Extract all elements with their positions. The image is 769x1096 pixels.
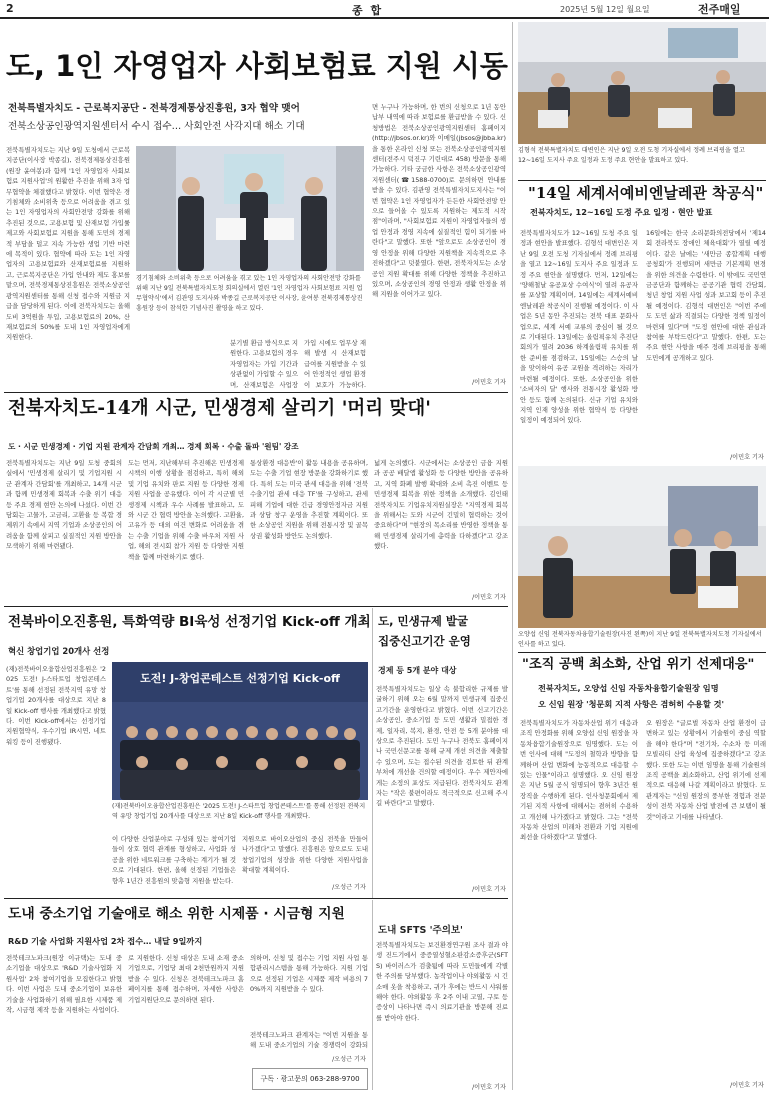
a4-byline: /오성근 기자	[332, 884, 366, 891]
a3-body-col2: 도는 먼저, 지난해부터 추진해온 민생경제 시책의 이행 상황을 점검하고, 특히 해외 및 기업 유치와 판로 지원 등 다양한 경제 지원 사업을 공유했다. 이어 각 시군별 민생경제 시책과 우수 사례를 발표하고, 도와 시군 간 협력 방안을 논의했다. 고환율, 고유가 등 대외 여건 변화로 어려움을 겪는 수출 기업을 위해 수출 바우처 지원 사업, 해외 전시회 참가 지원 등 다양한 지원책을 함께 마련하기로 했다.	[128, 459, 244, 561]
a2-photo-graphic	[518, 22, 766, 144]
a3-bottom-rule	[4, 606, 508, 607]
a2-body-col2: 16일에는 한국 소리문화의전당에서 '제14회 전라북도 장애인 체육대회'가 열릴 예정이다. 같은 날에는 '새만금 종합계획 대행 공청회'가 진행되며 새만금 기본계획 변경을 위한 의견을 수렴한다. 이 밖에도 국민연금공단과 함께하는 공공기관 협력 간담회, 청년 창업 지원 사업 성과 보고회 등이 추진될 예정이다. 김형석 대변인은 "이번 주에도 도민 삶과 직결되는 다양한 정책 일정이 마련돼 있다"며 "도정 현안에 대한 관심과 참여를 부탁드린다"고 말했다. 한편, 도는 주요 현안 사항을 매주 정례 브리핑을 통해 도민에게 공개하고 있다.	[646, 229, 766, 362]
a8-body: 전북특별자치도는 보건환경연구원 조사 결과 야생 진드기에서 중증열성혈소판감소증후군(SFTS) 바이러스가 검출됨에 따라 도민들에게 각별한 주의를 당부했다. 농작업이나 야외활동 시 긴 소매 옷을 착용하고, 귀가 후에는 반드시 샤워를 해야 한다. 야외활동 후 2주 이내 고열, 구토 등 증상이 나타나면 즉시 의료기관을 방문해 진료를 받아야 한다.	[376, 941, 508, 1022]
a6-body-col1: 전북특별자치도가 자동차산업 위기 대응과 조직 안정화를 위해 오양섭 신임 원장을 자동차융합기술원장으로 임명했다. 도는 이번 인사에 대해 "도정의 철학과 방향을 함께하며 산업 변화에 능동적으로 대응할 수 있는 인물"이라고 설명했다. 오 신임 원장은 지난 5월 공식 임명되어 향후 3년간 원장직을 수행하게 된다. 인사청문회에서 제기된 지적 사항에 대해서는 겸허히 수용하고 개선해 나가겠다고 밝혔다. 그는 "전북 자동차 산업의 미래차 전환과 기업 지원에 최선을 다하겠다"고 말했다.	[520, 719, 638, 842]
a2-rule	[518, 180, 766, 181]
a1-subheadline-2: 전북소상공인광역지원센터서 수시 접수… 사회안전 사각지대 해소 기대	[8, 121, 305, 132]
a6-top-rule	[518, 652, 766, 653]
a6-subheadline-2: 오 신임 원장 '청문회 지적 사항은 겸허히 수용할 것'	[538, 699, 724, 709]
a1-headline: 도, 1인 자영업자 사회보험료 지원 시동	[6, 49, 508, 83]
subscription-ad	[252, 1068, 368, 1090]
a5-headline-2: 집중신고기간 운영	[378, 634, 471, 648]
a7-a8-divider	[372, 900, 373, 1090]
a3-photo-caption: 오양섭 신임 전북자동차융합기술원장(사진 왼쪽)이 지난 9일 전북특별자치도청 기자실에서 인사를 하고 있다.	[518, 631, 762, 648]
a4-headline: 전북바이오진흥원, 특화역량 BI육성 선정기업 Kick-off 개최	[8, 614, 371, 630]
a3-body-col4: 넓게 논의했다. 시군에서는 소상공인 금융 지원과 공공 배달앱 활성화 등 다양한 방안을 공유하고, 지역 화폐 발행 확대와 소비 촉진 이벤트 등 민생경제 회복을 위한 정책을 소개했다. 김인태 전북자치도 기업유치지원실장은 "지역경제 회복을 위해서는 도와 시군이 긴밀히 협력하는 것이 중요하다"며 "현장의 목소리를 반영한 정책을 통해 민생경제 살리기에 총력을 다하겠다"고 강조했다.	[374, 459, 508, 551]
a1-bottom-rule	[4, 392, 508, 393]
a1-subheadline-1: 전북특별자치도 - 근로복지공단 - 전북경제통상진흥원, 3자 협약 맺어	[8, 103, 300, 114]
subscription-ad-text: 구독 · 광고문의 063-288-9700	[260, 1075, 360, 1083]
a2-headline: "14일 세계서예비엔날레관 착공식"	[528, 184, 764, 202]
a5-subheadline: 경제 등 5개 분야 대상	[378, 666, 457, 675]
a7-body-col2: 로 지원한다. 신청 대상은 도내 소재 중소기업으로, 기업당 최대 2천만원까지 지원받을 수 있다. 신청은 전북테크노파크 홈페이지를 통해 접수하며, 자세한 사항은 기업지원단으로 문의하면 된다.	[128, 954, 244, 1004]
a1-photo-caption: 경기침체와 소비위축 등으로 어려움을 겪고 있는 1인 자영업자의 사회안전망 강화를 위해 지난 9일 전북특별자치도청 회의실에서 열린 '1인 자영업자 사회보험료 지원 업무협약식'에서 김관영 도지사와 박종길 근로복지공단 이사장, 윤여봉 전북경제통상진흥원장 등이 참석한 기념사진 촬영을 하고 있다.	[136, 275, 363, 312]
a4-body-col2: 이 다양한 산업분야로 구성돼 있는 참여기업들이 상호 협력 관계를 형성하고, 사업화 성공을 위한 네트워크를 구축하는 계기가 될 것으로 기대된다. 한편, 올해 선정된 기업들은 향후 1년간 진흥원의 맞춤형 지원을 받는다.	[112, 835, 236, 885]
page-number: 2	[6, 2, 14, 15]
a1-body-col1: 전북특별자치도는 지난 9일 도청에서 근로복지공단(이사장 박종길), 전북경제통상진흥원(원장 윤여봉)과 함께 '1인 자영업자 사회보험료 지원사업'의 원활한 추진을 위해 3자 업무협약을 체결했다고 밝혔다. 이번 협약은 경기침체와 소비위축 등으로 어려움을 겪고 있는 1인 자영업자의 사회안전망 강화를 위해 추진된 것으로, 고용보험 및 산재보험 가입률 제고와 사회보험료 지원을 통해 도민의 경제적 부담을 덜고 지속 가능한 생업 기반 마련에 목적이 있다. 협약에 따라 도는 1인 자영업자의 고용보험료와 산재보험료를 지원하고, 근로복지공단은 가입 안내와 제도 홍보를 맡으며, 전북경제통상진흥원은 전북소상공인광역지원센터를 통해 신청 접수와 지원금 지급을 담당하게 된다. 이에 전북자치도는 올해 도비 3억원을 투입, 고용보험료의 20%, 산재보험료의 50%를 도내 1인 자영업자에게 지원한다.	[6, 146, 130, 342]
column-divider	[512, 22, 513, 1090]
a6-body-col2: 오 원장은 "글로벌 자동차 산업 환경이 급변하고 있는 상황에서 기술원이 중심 역할을 해야 한다"며 "전기차, 수소차 등 미래 모빌리티 산업 육성에 집중하겠다"고 강조했다. 또한 도는 이번 임명을 통해 기술원의 조직 공백을 최소화하고, 산업 위기에 선제적으로 대응해 나갈 계획이라고 밝혔다. 도 관계자는 "신임 원장의 풍부한 경험과 전문성이 전북 자동차 산업 발전에 큰 보탬이 될 것"이라고 기대를 나타냈다.	[646, 719, 766, 821]
a2-byline: /이민호 기자	[730, 454, 764, 461]
a4-body-col1: (재)전북바이오융합산업진흥원은 '2025 도전! J-스타트업 창업콘테스트'를 통해 선정된 전북지역 유망 창업기업 20개사를 대상으로 지난 8일 Kick-off 행사를 개최했다고 밝혔다. 이번 Kick-off에서는 선정기업 지원협약식, 우수기업 IR시연, 네트워킹 등이 진행됐다.	[6, 665, 106, 746]
a2-photo	[518, 22, 766, 144]
a3-body-col1: 전북특별자치도는 지난 9일 도청 중회의실에서 '민생경제 살리기 및 기업지원 시군 관계자 간담회'를 개최하고, 14개 시군과 함께 민생경제 회복과 수출 위기 대응 등 주요 경제 현안 논의에 나섰다. 이번 간담회는 고물가, 고금리, 고환율 등 복합 경제위기 속에서 지역 기업과 소상공인의 어려움을 함께 살피고 실질적인 지원 방안을 모색하기 위해 마련됐다.	[6, 459, 122, 551]
a3-photo-graphic	[518, 466, 766, 628]
a8-byline: /이민호 기자	[472, 1084, 506, 1091]
a4-photo-banner: 도전! J-창업콘테스트 선정기업 Kick-off	[140, 672, 340, 685]
a7-body-col1: 전북테크노파크(원장 이규택)는 도내 중소기업을 대상으로 'R&D 기술사업화 지원사업' 2차 참여기업을 모집한다고 밝혔다. 이번 사업은 도내 중소기업이 보유한 기술을 사업화하기 위해 필요한 시제품 제작, 시금형 제작 등을 지원하는 사업이다.	[6, 954, 122, 1015]
a3-photo	[518, 466, 766, 628]
a5-byline: /이민호 기자	[472, 886, 506, 893]
a4-subheadline: 혁신 창업기업 20개사 선정	[8, 646, 110, 656]
a4-photo-caption: (재)전북바이오융합산업진흥원은 '2025 도전! J-스타트업 창업콘테스트'를 통해 선정된 전북지역 유망 창업기업 20개사를 대상으로 지난 8일 Kick-off 행사를 개최했다.	[112, 803, 366, 820]
a3-body-col3: 통상환경 대응반'이 활동 내용을 공유하며, 도는 수출 기업 현장 방문을 강화하기로 했다. 특히 도는 미국 관세 대응을 위해 '전북 수출기업 관세 대응 TF'를 구성하고, 관세 피해 기업에 대한 긴급 경영안정자금 지원과 상담 창구 운영을 추진할 계획이다. 또한 소상공인 지원을 위해 전통시장 및 골목상권 활성화 방안도 논의했다.	[250, 459, 368, 540]
a6-byline: /이민호 기자	[730, 1082, 764, 1089]
a6-subheadline-1: 전북자치도, 오양섭 신임 자동차융합기술원장 임명	[538, 683, 719, 693]
a7-headline: 도내 중소기업 기술애로 해소 위한 시제품 · 시금형 지원	[8, 906, 345, 922]
a4-body-col3: 지원으로 바이오산업의 중심 전북을 만들어 나가겠다"고 말했다. 진흥원은 앞으로도 도내 창업기업의 성장을 위한 다양한 지원사업을 확대할 계획이다.	[242, 835, 368, 875]
a6-headline: "조직 공백 최소화, 산업 위기 선제대응"	[522, 657, 755, 672]
a1-photo-graphic	[136, 146, 364, 271]
a7-body-col4: 전북테크노파크 관계자는 "이번 지원을 통해 도내 중소기업의 기술 경쟁력이 강화되	[250, 1031, 368, 1050]
header-rule	[0, 17, 769, 19]
a1-body-col4: 가입 시에도 업무상 재해 발생 시 산재보험 급여를 지원받을 수 있어 안정적인 생업 환경이 보호가 가능하다.	[304, 339, 366, 389]
paper-name: 전주매일	[698, 3, 741, 16]
a5-body: 전북특별자치도는 일상 속 불합리한 규제를 발굴하기 위해 오는 6월 말까지 민생규제 집중신고기간을 운영한다고 밝혔다. 이번 신고기간은 소상공인, 중소기업 등 도민 생활과 밀접한 경제, 일자리, 복지, 환경, 안전 등 5개 분야를 대상으로 추진된다. 도민 누구나 전북도 홈페이지나 국민신문고를 통해 규제 개선 의견을 제출할 수 있으며, 도는 접수된 의견을 검토한 뒤 관계 부처에 개선을 건의할 예정이다. 우수 제안자에게는 소정의 포상도 지급된다. 전북자치도 관계자는 "작은 불편이라도 적극적으로 신고해 주시길 바란다"고 말했다.	[376, 685, 508, 808]
a4-bottom-rule	[4, 898, 508, 899]
a1-byline: /이민호 기자	[472, 379, 506, 386]
a8-headline: 도내 SFTS '주의보'	[378, 925, 463, 936]
a1-photo	[136, 146, 364, 271]
a7-byline: /오성근 기자	[332, 1056, 366, 1063]
a2-photo-caption: 김형석 전북특별자치도 대변인은 지난 9일 오전 도청 기자실에서 정례 브리핑을 열고 12~16일 도지사 주요 일정과 도정 주요 현안을 발표하고 있다.	[518, 147, 745, 164]
a1-body-col2: 면 누구나 가능하며, 한 번의 신청으로 1년 동안 납부 내역에 따라 보험료를 환급받을 수 있다. 신청방법은 전북소상공인광역지원센터 홈페이지(http://jbsos.or.kr)와 이메일(jbsos@jbba.kr)을 통한 온라인 신청 또는 전북소상공인광역지원센터(전주시 덕진구 기린대로 458) 방문을 통해 가능하다. 기타 궁금한 사항은 전북소상공인광역지원센터(☎1588-0700)로 문의하면 안내를 받을 수 있다. 김관영 전북특별자치도지사는 "이번 협약은 1인 자영업자가 든든한 사회안전망 안으로 들어올 수 있도록 지원하는 제도적 시작점"이라며, "사회보험료 지원이 자영업자들의 생업 안정과 경영 지속에 실질적인 힘이 되기를 바란다"고 말했다. 또한 "앞으로도 소상공인이 경영 안정을 위해 다양한 지원책을 지속적으로 추진하겠다"고 덧붙였다. 한편, 전북자치도는 소상공인 지원 확대를 위해 다양한 정책을 추진하고 있으며, 소상공인의 경영 안정과 생활 안정을 위해 지원을 이어가고 있다.	[372, 103, 506, 299]
a2-subheadline: 전북자치도, 12~16일 도정 주요 일정 · 현안 발표	[530, 207, 713, 217]
a5-headline: 도, 민생규제 발굴	[378, 614, 469, 628]
a2-body-col1: 전북특별자치도가 12~16일 도청 주요 일정과 현안을 발표했다. 김형석 대변인은 지난 9일 오전 도청 기자실에서 정례 브리핑을 열고 12~16일 도지사 주요 일정과 도정 주요 현안을 설명했다. 먼저, 12일에는 '양해철날 유공포상 수여식'이 열려 유공자를 포상할 계획이며, 14일에는 세계서예비엔날레관 착공식이 진행될 예정이다. 이 사업은 5년 동안 추진되는 전북 대표 문화사업으로, 세계 서예 교류의 중심이 될 것으로 기대된다. 13일에는 올림픽유치 추진단 회의가 열려 2036 하계올림픽 유치를 위한 준비를 점검하고, 15일에는 스승의 날을 맞이하여 유공 교원을 격려하는 자리가 마련될 예정이다. 또한, 소상공인을 위한 '소비자의 달' 행사와 전통시장 활성화 방안 등도 함께 논의된다. 신규 기업 유치와 지역 인재 양성을 위한 협약식 등 다양한 일정이 예정되어 있다.	[520, 229, 638, 425]
issue-date: 2025년 5월 12일 월요일	[560, 5, 650, 14]
a3-headline: 전북자치도-14개 시군, 민생경제 살리기 '머리 맞대'	[8, 398, 431, 419]
a1-body-col3: 분기별 환급 방식으로 지원한다. 고용보험의 경우 자영업자는 가입 기간과 상관없이 가입할 수 있으며, 산재보험은 사업장	[230, 339, 298, 389]
a3-subheadline: 도 · 시군 민생경제 · 기업 지원 관계자 간담회 개최… 경제 회복 · 수출 돌파 '원팀' 강조	[8, 442, 299, 451]
a4-a5-divider	[372, 608, 373, 898]
section-title: 종 합	[352, 4, 384, 17]
a4-photo	[112, 662, 368, 800]
a7-subheadline: R&D 기술 사업화 지원사업 2차 접수… 내달 9일까지	[8, 936, 203, 946]
a7-body-col3: 의하며, 신청 및 접수는 기업 지원 사업 통합관리시스템을 통해 가능하다. 지원 기업으로 선정된 기업은 시제품 제작 비용의 70%까지 지원받을 수 있다.	[250, 954, 368, 994]
a3-byline: /이민호 기자	[472, 594, 506, 601]
